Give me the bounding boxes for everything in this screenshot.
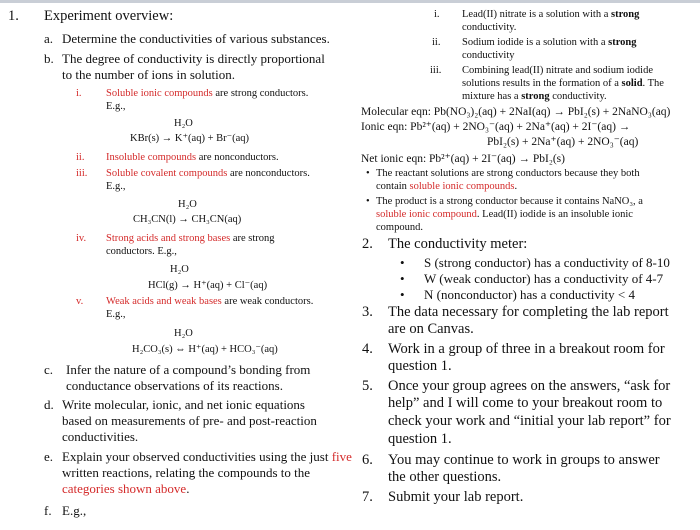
item-c-line2: conductance observations of its reactions.	[66, 378, 283, 393]
item-e-line1-text: Explain your observed conductivities using the just	[62, 449, 332, 464]
item-f-text: E.g.,	[62, 503, 87, 518]
item-number-5: 5.	[362, 378, 373, 394]
r-sub-iii-line1: Combining lead(II) nitrate and sodium iodide	[462, 65, 653, 76]
meter-bullet-s: •	[400, 255, 405, 270]
sub-iii-rest: are nonconductors.	[227, 168, 310, 179]
meter-non-text: N (nonconductor) has a conductivity < 4	[424, 287, 635, 302]
item-5-line2: help” and I will come to your breakout room to	[388, 395, 663, 411]
sub-v-water: H₂O	[174, 328, 193, 339]
item-number-3: 3.	[362, 304, 373, 320]
item-d-line2: based on measurements of pre- and post-reaction	[62, 413, 317, 428]
r-sub-i-marker: i.	[434, 9, 440, 20]
sub-i-water: H₂O	[174, 118, 193, 129]
bullet-2-marker: •	[366, 196, 370, 207]
item-3-line2: are on Canvas.	[388, 321, 474, 337]
sub-ii-red: Insoluble compounds	[106, 152, 197, 163]
ionic-equation-line1: Ionic eqn: Pb²⁺(aq) + 2NO₃⁻(aq) + 2Na⁺(aq) + 2I⁻(aq) →	[361, 121, 631, 133]
r-sub-ii-text: Sodium iodide is a solution with a	[462, 37, 609, 48]
item-d-line3: conductivities.	[62, 429, 139, 444]
ionic-equation-line2: PbI₂(s) + 2Na⁺(aq) + 2NO₃⁻(aq)	[487, 136, 639, 148]
item-b-line1: The degree of conductivity is directly proportional	[62, 51, 325, 66]
sub-v-equation: H₂CO₃(s) ⇔ H⁺(aq) + HCO₃⁻(aq)	[132, 344, 278, 355]
item-4-line2: question 1.	[388, 358, 452, 374]
r-sub-iii-strong: strong	[521, 91, 550, 102]
bullet-2-l2b: . Lead(II) iodide is an insoluble ionic	[476, 209, 633, 220]
r-sub-i-strong: strong	[611, 9, 640, 20]
item-a-marker: a.	[44, 31, 54, 46]
r-sub-iii-l2c: . The	[642, 78, 664, 89]
bullet-1-line2	[376, 180, 517, 193]
sub-ii-rest: are nonconductors.	[196, 152, 279, 163]
item-e-categories: categories shown above	[62, 481, 187, 496]
r-sub-iii-line3	[462, 90, 607, 103]
sub-iv-line2: conductors. E.g.,	[106, 246, 177, 257]
item-5-line3: check your work and “initial your lab report” for	[388, 413, 671, 429]
bullet-2-line1: The product is a strong conductor because it contains NaNO₃, a	[376, 196, 643, 207]
item-number-6: 6.	[362, 452, 373, 468]
sub-v-red: Weak acids and weak bases	[106, 296, 222, 307]
item-number-4: 4.	[362, 341, 373, 357]
bullet-1-line1: The reactant solutions are strong conductors because they both	[376, 168, 640, 179]
r-sub-i-line1	[462, 8, 639, 21]
sub-iv-red: Strong acids and strong bases	[106, 233, 231, 244]
item-e-period: .	[186, 481, 190, 496]
sub-v-rest: are weak conductors.	[221, 296, 314, 307]
bullet-1-l2c: .	[514, 181, 518, 192]
sub-iv-marker: iv.	[76, 233, 87, 244]
bullet-1-marker: •	[366, 168, 370, 179]
r-sub-iii-l3c: conductivity.	[549, 91, 607, 102]
item-b-line2: to the number of ions in solution.	[62, 67, 235, 82]
bullet-2-line2	[376, 208, 633, 221]
sub-iii-red: Soluble covalent compounds	[106, 168, 228, 179]
item-d-line1: Write molecular, ionic, and net ionic equations	[62, 397, 305, 412]
r-sub-ii-line1	[462, 36, 637, 49]
item-2-text: The conductivity meter:	[388, 236, 528, 252]
item-e-line3	[62, 481, 189, 496]
item-5-line4: question 1.	[388, 431, 452, 447]
item-e-line1	[62, 449, 352, 464]
item-e-marker: e.	[44, 449, 54, 464]
meter-bullet-n: •	[400, 287, 405, 302]
molecular-equation: Molecular eqn: Pb(NO₃)₂(aq) + 2NaI(aq) → PbI₂(s) + 2NaNO₃(aq)	[361, 106, 671, 118]
item-4-line1: Work in a group of three in a breakout room for	[388, 341, 665, 357]
sub-i-eg: E.g.,	[106, 101, 126, 112]
meter-weak-text: W (weak conductor) has a conductivity of 4-7	[424, 271, 664, 286]
item-number-2: 2.	[362, 236, 373, 252]
item-e-five: five	[331, 449, 352, 464]
bullet-2-red: soluble ionic compound	[376, 209, 477, 220]
sub-ii-text	[106, 151, 279, 164]
sub-iii-water: H₂O	[178, 199, 197, 210]
item-d-marker: d.	[44, 397, 54, 412]
item-b-marker: b.	[44, 51, 54, 66]
item-6-line2: the other questions.	[388, 469, 502, 485]
bullet-1-red: soluble ionic compounds	[409, 181, 515, 192]
item-e-line2: written reactions, relating the compounds to the	[62, 465, 311, 480]
item-3-line1: The data necessary for completing the lab report	[388, 304, 669, 320]
item-number-7: 7.	[362, 489, 373, 505]
sub-v-text	[106, 295, 313, 308]
r-sub-ii-marker: ii.	[432, 37, 441, 48]
item-c-marker: c.	[44, 362, 54, 377]
item-f-marker: f.	[44, 503, 52, 518]
section-title: Experiment overview:	[44, 8, 174, 24]
item-7-text: Submit your lab report.	[388, 489, 524, 505]
bullet-2-line3: compound.	[376, 222, 423, 233]
sub-iii-marker: iii.	[76, 168, 88, 179]
sub-iii-eg: E.g.,	[106, 181, 126, 192]
sub-iv-text	[106, 232, 275, 245]
bullet-1-l2a: contain	[376, 181, 410, 192]
sub-ii-marker: ii.	[76, 152, 85, 163]
r-sub-ii-strong: strong	[608, 37, 637, 48]
sub-iv-rest: are strong	[230, 233, 275, 244]
sub-iv-equation: HCl(g) → H⁺(aq) + Cl⁻(aq)	[148, 280, 268, 291]
item-5-line1: Once your group agrees on the answers, “ask for	[388, 378, 671, 394]
meter-bullet-w: •	[400, 271, 405, 286]
r-sub-iii-marker: iii.	[430, 65, 442, 76]
net-ionic-equation: Net ionic eqn: Pb²⁺(aq) + 2I⁻(aq) → PbI₂(s)	[361, 153, 565, 165]
r-sub-i-text: Lead(II) nitrate is a solution with a	[462, 9, 611, 20]
sub-iii-text	[106, 167, 310, 180]
sub-i-marker: i.	[76, 88, 82, 99]
sub-i-text	[106, 87, 308, 100]
sub-iii-equation: CH₃CN(l) → CH₃CN(aq)	[133, 214, 242, 225]
r-sub-iii-line2	[462, 77, 664, 90]
top-border	[0, 0, 700, 3]
item-6-line1: You may continue to work in groups to answer	[388, 452, 660, 468]
r-sub-iii-l3a: mixture has a	[462, 91, 522, 102]
sub-i-rest: are strong conductors.	[212, 88, 309, 99]
sub-iv-water: H₂O	[170, 264, 189, 275]
r-sub-iii-l2a: solutions results in the formation of a	[462, 78, 622, 89]
item-c-line1: Infer the nature of a compound’s bonding from	[66, 362, 311, 377]
sub-i-equation: KBr(s) → K⁺(aq) + Br⁻(aq)	[130, 133, 250, 144]
sub-v-marker: v.	[76, 296, 84, 307]
sub-v-eg: E.g.,	[106, 309, 126, 320]
item-number-1: 1.	[8, 8, 19, 24]
r-sub-ii-line2: conductivity	[462, 50, 515, 61]
item-a-text: Determine the conductivities of various substances.	[62, 31, 330, 46]
sub-i-red: Soluble ionic compounds	[106, 88, 213, 99]
meter-strong-text: S (strong conductor) has a conductivity of 8-10	[424, 255, 670, 270]
r-sub-iii-solid: solid	[621, 78, 643, 89]
r-sub-i-line2: conductivity.	[462, 22, 517, 33]
